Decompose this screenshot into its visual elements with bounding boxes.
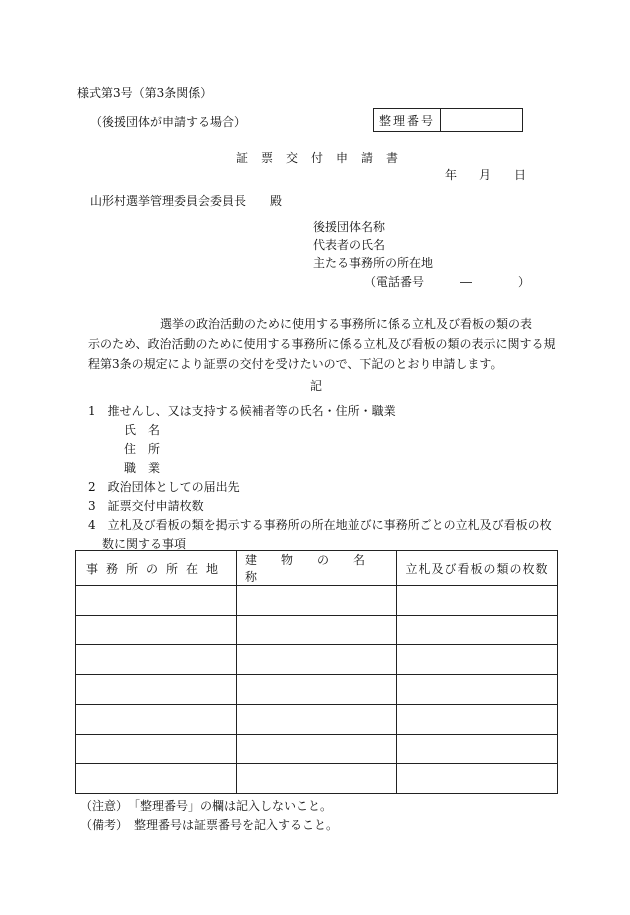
paragraph-line: 程第3条の規定により証票の交付を受けたいので、下記のとおり申請します。 xyxy=(88,357,503,371)
item-4: 4 立札及び看板の類を掲示する事務所の所在地並びに事務所ごとの立札及び看板の枚 xyxy=(88,518,552,532)
table-cell[interactable] xyxy=(397,704,558,734)
phone-close: ） xyxy=(518,275,531,289)
office-table xyxy=(75,550,558,794)
table-cell[interactable] xyxy=(397,675,558,705)
office-address-label: 主たる事務所の所在地 xyxy=(313,256,434,270)
request-paragraph xyxy=(88,314,556,374)
table-cell[interactable] xyxy=(237,615,397,645)
group-name-label: 後援団体名称 xyxy=(313,220,386,234)
paragraph-line: 示のため、政治活動のために使用する事務所に係る立札及び看板の類の表示に関する規 xyxy=(88,337,556,351)
date-year: 年 xyxy=(445,168,458,182)
table-cell[interactable] xyxy=(397,734,558,764)
table-cell[interactable] xyxy=(76,645,237,675)
item-1-address: 住 所 xyxy=(124,442,161,456)
date-month: 月 xyxy=(479,168,492,182)
table-row xyxy=(76,615,558,645)
ki-heading: 記 xyxy=(310,379,323,393)
table-row xyxy=(76,704,558,734)
table-header-row xyxy=(76,551,558,586)
registration-number-field[interactable] xyxy=(441,109,522,131)
table-cell[interactable] xyxy=(76,734,237,764)
form-number-label: 様式第3号（第3条関係） xyxy=(77,86,213,100)
header-building-name: 建 物 の 名 称 xyxy=(237,551,397,586)
table-cell[interactable] xyxy=(237,645,397,675)
representative-name-label: 代表者の氏名 xyxy=(313,238,386,252)
document-title: 証票交付申請書 xyxy=(236,151,412,165)
registration-number-label: 整理番号 xyxy=(374,109,441,131)
table-cell[interactable] xyxy=(237,704,397,734)
item-1-occupation: 職 業 xyxy=(124,461,161,475)
table-cell[interactable] xyxy=(237,586,397,616)
table-cell[interactable] xyxy=(397,615,558,645)
registration-number-box xyxy=(373,108,523,132)
table-row xyxy=(76,645,558,675)
item-3: 3 証票交付申請枚数 xyxy=(88,499,204,513)
table-cell[interactable] xyxy=(76,764,237,794)
table-row xyxy=(76,586,558,616)
table-cell[interactable] xyxy=(76,704,237,734)
table-cell[interactable] xyxy=(397,764,558,794)
item-4-continued: 数に関する事項 xyxy=(102,537,187,551)
table-cell[interactable] xyxy=(397,586,558,616)
table-cell[interactable] xyxy=(237,675,397,705)
table-row xyxy=(76,675,558,705)
header-office-location: 事務所の所在地 xyxy=(76,551,237,586)
table-cell[interactable] xyxy=(237,764,397,794)
table-cell[interactable] xyxy=(397,645,558,675)
table-cell[interactable] xyxy=(237,734,397,764)
table-cell[interactable] xyxy=(76,615,237,645)
addressee: 山形村選挙管理委員会委員長 殿 xyxy=(90,194,283,208)
caution-note: （注意） 「整理番号」の欄は記入しないこと。 xyxy=(80,799,333,813)
date-day: 日 xyxy=(514,168,527,182)
case-note: （後援団体が申請する場合） xyxy=(90,115,247,129)
table-row xyxy=(76,734,558,764)
table-cell[interactable] xyxy=(76,675,237,705)
phone-dash: ― xyxy=(460,275,472,289)
phone-label: （電話番号 xyxy=(364,275,425,289)
item-1-name: 氏 名 xyxy=(124,423,161,437)
remarks-note: （備考） 整理番号は証票番号を記入すること。 xyxy=(80,818,339,832)
paragraph-line: 選挙の政治活動のために使用する事務所に係る立札及び看板の類の表 xyxy=(88,317,533,331)
header-sign-count: 立札及び看板の類の枚数 xyxy=(397,551,558,586)
item-2: 2 政治団体としての届出先 xyxy=(88,480,240,494)
table-cell[interactable] xyxy=(76,586,237,616)
table-row xyxy=(76,764,558,794)
item-1: 1 推せんし、又は支持する候補者等の氏名・住所・職業 xyxy=(88,404,396,418)
